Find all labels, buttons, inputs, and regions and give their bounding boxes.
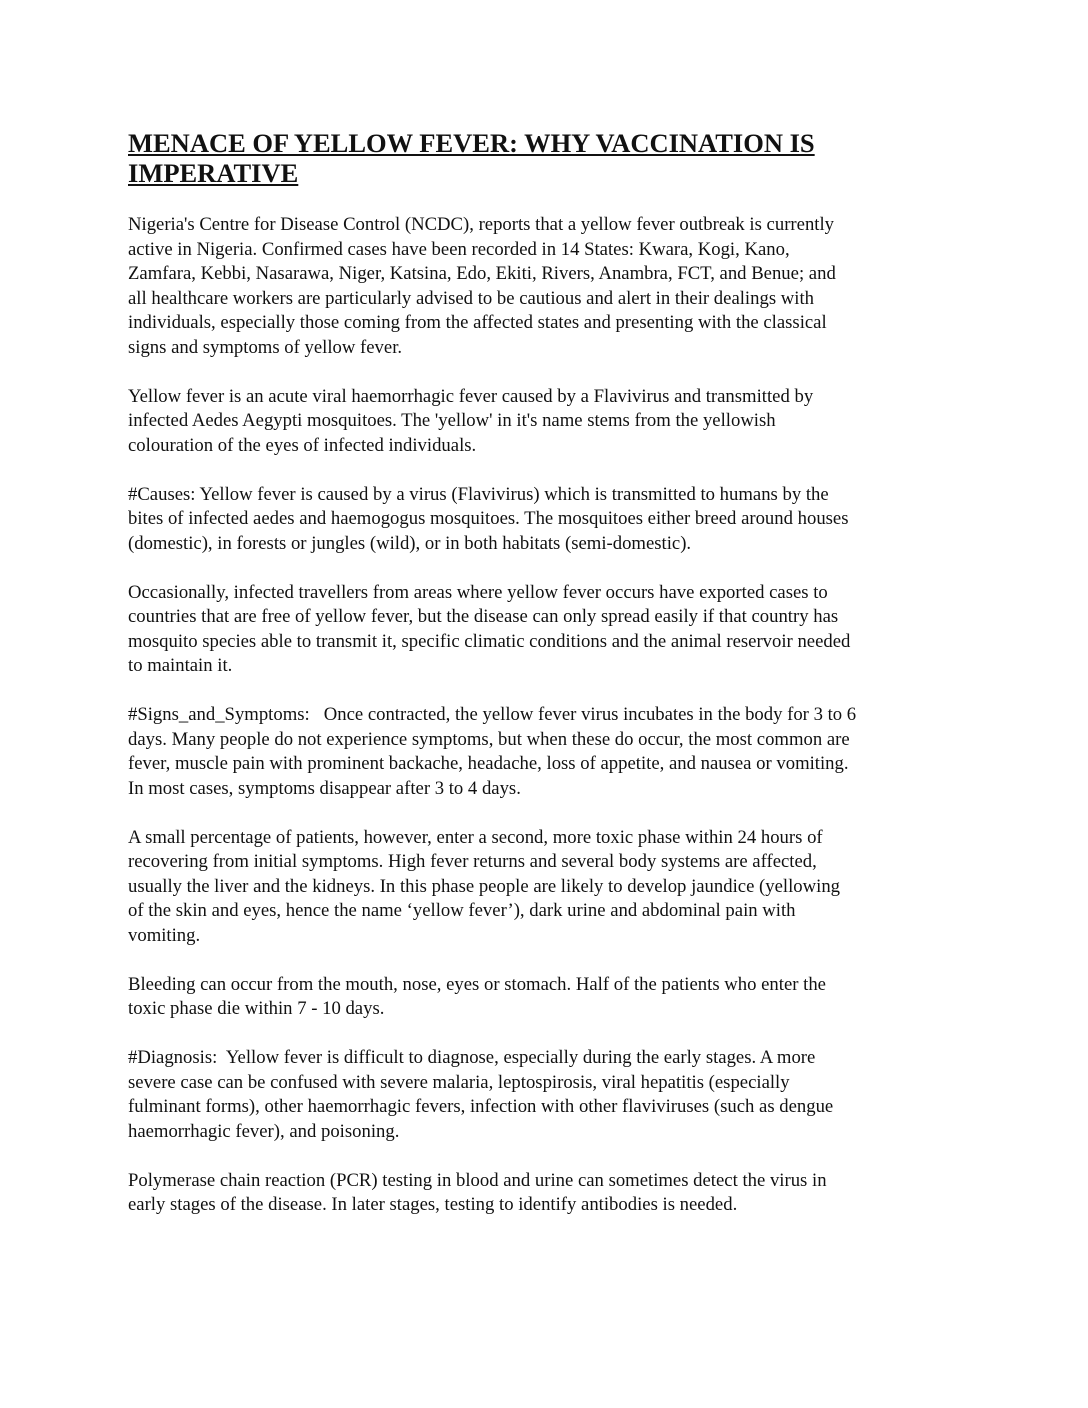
- paragraph-ncdc-outbreak: [128, 213, 956, 360]
- text-line: Bleeding can occur from the mouth, nose, eyes or stomach. Half of the patients who enter the: [128, 973, 826, 995]
- text-line: (domestic), in forests or jungles (wild), or in both habitats (semi-domestic).: [128, 532, 692, 554]
- text-line: infected Aedes Aegypti mosquitoes. The 'yellow' in it's name stems from the yellowish: [128, 410, 776, 431]
- paragraph-bleeding: [128, 973, 956, 1022]
- text-line: countries that are free of yellow fever, but the disease can only spread easily if that country has: [128, 606, 839, 627]
- title-line: IMPERATIVE: [128, 158, 299, 188]
- text-line: vomiting.: [128, 924, 201, 946]
- text-line: recovering from initial symptoms. High fever returns and several body systems are affected,: [128, 851, 817, 872]
- text-line: A small percentage of patients, however, enter a second, more toxic phase within 24 hours of: [128, 826, 823, 848]
- document-page: [128, 128, 956, 1242]
- text-line: In most cases, symptoms disappear after 3 to 4 days.: [128, 777, 521, 799]
- text-line: mosquito species able to transmit it, specific climatic conditions and the animal reservoir needed: [128, 630, 851, 652]
- text-line: toxic phase die within 7 - 10 days.: [128, 998, 385, 1019]
- text-line: #Signs_and_Symptoms: Once contracted, the yellow fever virus incubates in the body for 3 to 6: [128, 704, 857, 725]
- text-line: early stages of the disease. In later stages, testing to identify antibodies is needed.: [128, 1194, 738, 1215]
- text-line: haemorrhagic fever), and poisoning.: [128, 1120, 400, 1142]
- paragraph-definition: [128, 385, 956, 459]
- text-line: #Diagnosis: Yellow fever is difficult to diagnose, especially during the early stages. A more: [128, 1047, 816, 1068]
- text-line: severe case can be confused with severe malaria, leptospirosis, viral hepatitis (especially: [128, 1071, 790, 1093]
- text-line: Yellow fever is an acute viral haemorrhagic fever caused by a Flavivirus and transmitted by: [128, 385, 814, 407]
- text-line: Nigeria's Centre for Disease Control (NCDC), reports that a yellow fever outbreak is currently: [128, 214, 835, 235]
- paragraph-pcr-testing: [128, 1169, 956, 1218]
- text-line: Zamfara, Kebbi, Nasarawa, Niger, Katsina, Edo, Ekiti, Rivers, Anambra, FCT, and Benue; and: [128, 263, 836, 284]
- paragraph-causes: [128, 483, 956, 557]
- text-line: bites of infected aedes and haemogogus mosquitoes. The mosquitoes either breed around houses: [128, 508, 849, 529]
- text-line: fulminant forms), other haemorrhagic fevers, infection with other flaviviruses (such as dengue: [128, 1096, 834, 1117]
- text-line: days. Many people do not experience symptoms, but when these do occur, the most common are: [128, 728, 850, 750]
- text-line: all healthcare workers are particularly advised to be cautious and alert in their dealings with: [128, 287, 814, 309]
- text-line: individuals, especially those coming from the affected states and presenting with the classical: [128, 312, 827, 333]
- text-line: to maintain it.: [128, 655, 233, 676]
- paragraph-travellers: [128, 581, 956, 679]
- text-line: fever, muscle pain with prominent backache, headache, loss of appetite, and nausea or vomiting.: [128, 753, 849, 774]
- text-line: Occasionally, infected travellers from areas where yellow fever occurs have exported cases to: [128, 581, 828, 603]
- paragraph-toxic-phase: [128, 826, 956, 949]
- text-line: active in Nigeria. Confirmed cases have been recorded in 14 States: Kwara, Kogi, Kano,: [128, 238, 790, 260]
- title-line: MENACE OF YELLOW FEVER: WHY VACCINATION IS: [128, 128, 815, 158]
- text-line: #Causes: Yellow fever is caused by a virus (Flavivirus) which is transmitted to humans by the: [128, 483, 829, 505]
- text-line: of the skin and eyes, hence the name ‘yellow fever’), dark urine and abdominal pain with: [128, 900, 796, 921]
- text-line: Polymerase chain reaction (PCR) testing in blood and urine can sometimes detect the virus in: [128, 1169, 827, 1191]
- text-line: signs and symptoms of yellow fever.: [128, 336, 403, 358]
- article-title: [128, 128, 956, 188]
- paragraph-signs-symptoms: [128, 703, 956, 801]
- text-line: usually the liver and the kidneys. In this phase people are likely to develop jaundice (yellowing: [128, 875, 841, 897]
- paragraph-diagnosis: [128, 1046, 956, 1144]
- text-line: colouration of the eyes of infected individuals.: [128, 434, 477, 456]
